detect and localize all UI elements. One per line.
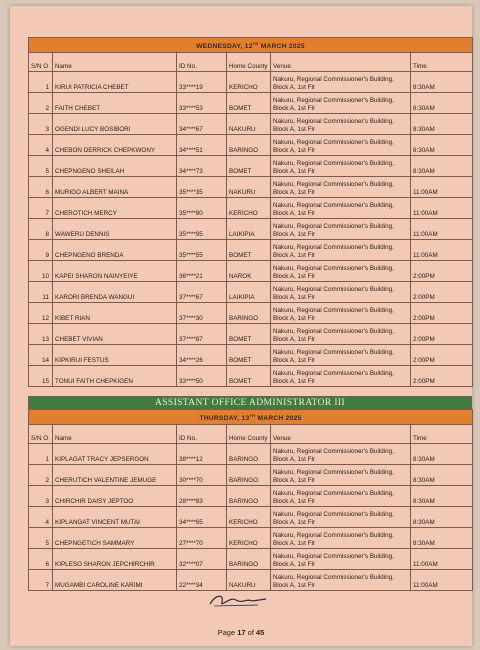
cell-id: 33****50: [177, 366, 227, 387]
cell-id: 34****26: [177, 345, 227, 366]
cell-county: NAKURU: [227, 114, 271, 135]
table-row: [29, 72, 473, 93]
schedule-table-thursday: [28, 409, 473, 591]
table-row: [29, 261, 473, 282]
col-header-id: ID No.: [177, 53, 227, 72]
table-row: [29, 303, 473, 324]
cell-venue: Nakuru, Regional Commissioner's Building, Block A, 1st Flr: [271, 303, 411, 324]
cell-county: KERICHO: [227, 198, 271, 219]
cell-sn: 13: [29, 324, 53, 345]
cell-name: KIPLAGAT TRACY JEPSERGON: [53, 444, 177, 465]
cell-time: 11:00AM: [411, 240, 473, 261]
cell-time: 2:00PM: [411, 366, 473, 387]
cell-id: 33****53: [177, 93, 227, 114]
cell-venue: Nakuru, Regional Commissioner's Building, Block A, 1st Flr: [271, 324, 411, 345]
cell-venue: Nakuru, Regional Commissioner's Building, Block A, 1st Flr: [271, 345, 411, 366]
cell-sn: 11: [29, 282, 53, 303]
cell-name: CHEBET VIVIAN: [53, 324, 177, 345]
cell-name: KIPLANGAT VINCENT MUTAI: [53, 507, 177, 528]
cell-venue: Nakuru, Regional Commissioner's Building, Block A, 1st Flr: [271, 93, 411, 114]
table-row: [29, 324, 473, 345]
cell-venue: Nakuru, Regional Commissioner's Building, Block A, 1st Flr: [271, 282, 411, 303]
cell-county: BARINGO: [227, 549, 271, 570]
table-row: [29, 282, 473, 303]
cell-venue: Nakuru, Regional Commissioner's Building, Block A, 1st Flr: [271, 465, 411, 486]
cell-venue: Nakuru, Regional Commissioner's Building, Block A, 1st Flr: [271, 528, 411, 549]
cell-name: CHEPNGETICH SAMMARY: [53, 528, 177, 549]
cell-name: KIPKIRUI FESTUS: [53, 345, 177, 366]
cell-id: 28****83: [177, 486, 227, 507]
cell-id: 36****21: [177, 261, 227, 282]
cell-venue: Nakuru, Regional Commissioner's Building, Block A, 1st Flr: [271, 135, 411, 156]
cell-time: 8:30AM: [411, 93, 473, 114]
cell-name: KIPLESO SHARON JEPCHIRCHIR: [53, 549, 177, 570]
handwritten-signature: [206, 590, 276, 610]
col-header-name: Name: [53, 53, 177, 72]
cell-time: 2:00PM: [411, 282, 473, 303]
table-header-row: [29, 425, 473, 444]
cell-sn: 1: [29, 72, 53, 93]
cell-name: TONUI FAITH CHEPKIGEN: [53, 366, 177, 387]
cell-name: KIBET RIAN: [53, 303, 177, 324]
cell-time: 11:00AM: [411, 570, 473, 591]
cell-county: KERICHO: [227, 507, 271, 528]
cell-name: OGENDI LUCY BOSIBORI: [53, 114, 177, 135]
table-row: [29, 465, 473, 486]
cell-id: 35****95: [177, 219, 227, 240]
table-row: [29, 177, 473, 198]
cell-sn: 4: [29, 135, 53, 156]
table-row: [29, 486, 473, 507]
cell-id: 34****65: [177, 507, 227, 528]
page-footer: Page 17 of 45: [217, 628, 265, 637]
cell-time: 11:00AM: [411, 549, 473, 570]
col-header-sn: S/N O: [29, 53, 53, 72]
cell-county: KERICHO: [227, 528, 271, 549]
cell-name: CHEBON DERRICK CHEPKWONY: [53, 135, 177, 156]
cell-venue: Nakuru, Regional Commissioner's Building, Block A, 1st Flr: [271, 177, 411, 198]
table-row: [29, 240, 473, 261]
cell-time: 2:00PM: [411, 303, 473, 324]
cell-sn: 12: [29, 303, 53, 324]
cell-venue: Nakuru, Regional Commissioner's Building, Block A, 1st Flr: [271, 366, 411, 387]
cell-county: BARINGO: [227, 444, 271, 465]
col-header-venue: Venue: [271, 425, 411, 444]
cell-id: 30****70: [177, 465, 227, 486]
table-row: [29, 549, 473, 570]
cell-venue: Nakuru, Regional Commissioner's Building, Block A, 1st Flr: [271, 444, 411, 465]
cell-sn: 1: [29, 444, 53, 465]
cell-county: BOMET: [227, 324, 271, 345]
cell-time: 2:00PM: [411, 345, 473, 366]
cell-time: 11:00AM: [411, 219, 473, 240]
table-header-row: [29, 53, 473, 72]
cell-county: KERICHO: [227, 72, 271, 93]
cell-sn: 8: [29, 219, 53, 240]
table-row: [29, 198, 473, 219]
cell-time: 8:30AM: [411, 486, 473, 507]
cell-id: 34****51: [177, 135, 227, 156]
cell-id: 37****30: [177, 303, 227, 324]
cell-id: 33****19: [177, 72, 227, 93]
cell-venue: Nakuru, Regional Commissioner's Building, Block A, 1st Flr: [271, 219, 411, 240]
table-row: [29, 366, 473, 387]
cell-county: BARINGO: [227, 465, 271, 486]
cell-sn: 5: [29, 528, 53, 549]
cell-id: 34****67: [177, 114, 227, 135]
cell-venue: Nakuru, Regional Commissioner's Building, Block A, 1st Flr: [271, 198, 411, 219]
cell-name: FAITH CHEBET: [53, 93, 177, 114]
cell-time: 2:00PM: [411, 324, 473, 345]
cell-id: 32****07: [177, 549, 227, 570]
section-title-table: [28, 396, 472, 410]
cell-time: 8:30AM: [411, 528, 473, 549]
col-header-time: Time: [411, 425, 473, 444]
cell-sn: 7: [29, 198, 53, 219]
cell-time: 2:00PM: [411, 261, 473, 282]
cell-time: 8:30AM: [411, 156, 473, 177]
cell-sn: 5: [29, 156, 53, 177]
cell-county: NAKURU: [227, 177, 271, 198]
cell-sn: 3: [29, 114, 53, 135]
cell-venue: Nakuru, Regional Commissioner's Building, Block A, 1st Flr: [271, 261, 411, 282]
cell-county: LAIKIPIA: [227, 282, 271, 303]
cell-sn: 14: [29, 345, 53, 366]
cell-name: KIRUI PATRICIA CHEBET: [53, 72, 177, 93]
cell-id: 38****12: [177, 444, 227, 465]
cell-sn: 3: [29, 486, 53, 507]
cell-venue: Nakuru, Regional Commissioner's Building, Block A, 1st Flr: [271, 507, 411, 528]
page-number: 17: [237, 628, 246, 637]
col-header-venue: Venue: [271, 53, 411, 72]
col-header-sn: S/N O: [29, 425, 53, 444]
cell-name: KAPEI SHARON NAINYEIYE: [53, 261, 177, 282]
cell-time: 11:00AM: [411, 198, 473, 219]
col-header-id: ID No.: [177, 425, 227, 444]
cell-venue: Nakuru, Regional Commissioner's Building, Block A, 1st Flr: [271, 114, 411, 135]
table-row: [29, 114, 473, 135]
cell-name: KARORI BRENDA WANGUI: [53, 282, 177, 303]
cell-name: WAWERU DENNIS: [53, 219, 177, 240]
cell-sn: 7: [29, 570, 53, 591]
table-row: [29, 345, 473, 366]
table-row: [29, 507, 473, 528]
cell-county: BARINGO: [227, 135, 271, 156]
cell-time: 11:00AM: [411, 177, 473, 198]
cell-county: BARINGO: [227, 486, 271, 507]
cell-time: 8:30AM: [411, 444, 473, 465]
cell-name: MUGAMBI CAROLINE KARIMI: [53, 570, 177, 591]
schedule-table-wednesday: [28, 37, 473, 387]
cell-sn: 2: [29, 465, 53, 486]
cell-sn: 9: [29, 240, 53, 261]
cell-venue: Nakuru, Regional Commissioner's Building, Block A, 1st Flr: [271, 549, 411, 570]
cell-time: 8:30AM: [411, 114, 473, 135]
cell-venue: Nakuru, Regional Commissioner's Building, Block A, 1st Flr: [271, 570, 411, 591]
col-header-time: Time: [411, 53, 473, 72]
cell-name: CHEROTICH MERCY: [53, 198, 177, 219]
cell-sn: 10: [29, 261, 53, 282]
table-row: [29, 528, 473, 549]
cell-county: NAROK: [227, 261, 271, 282]
cell-venue: Nakuru, Regional Commissioner's Building, Block A, 1st Flr: [271, 72, 411, 93]
document-page: [10, 6, 472, 646]
cell-name: CHERUTICH VALENTINE JEMUGE: [53, 465, 177, 486]
table-row: [29, 135, 473, 156]
cell-county: LAIKIPIA: [227, 219, 271, 240]
cell-county: BOMET: [227, 156, 271, 177]
page-total: 45: [256, 628, 265, 637]
cell-time: 8:30AM: [411, 507, 473, 528]
cell-sn: 15: [29, 366, 53, 387]
cell-id: 35****55: [177, 240, 227, 261]
cell-sn: 6: [29, 549, 53, 570]
cell-county: NAKURU: [227, 570, 271, 591]
col-header-county: Home County: [227, 53, 271, 72]
cell-name: CHIRCHIR DAISY JEPTOO: [53, 486, 177, 507]
cell-county: BARINGO: [227, 303, 271, 324]
table-row: [29, 444, 473, 465]
cell-time: 8:30AM: [411, 72, 473, 93]
table-row: [29, 156, 473, 177]
cell-id: 22****34: [177, 570, 227, 591]
cell-venue: Nakuru, Regional Commissioner's Building, Block A, 1st Flr: [271, 156, 411, 177]
cell-id: 35****35: [177, 177, 227, 198]
cell-county: BOMET: [227, 366, 271, 387]
cell-sn: 4: [29, 507, 53, 528]
table-row: [29, 93, 473, 114]
date-banner-thursday: THURSDAY, 13TH MARCH 2025: [29, 410, 473, 425]
section-title: ASSISTANT OFFICE ADMINISTRATOR III: [29, 397, 472, 410]
cell-county: BOMET: [227, 93, 271, 114]
cell-county: BOMET: [227, 240, 271, 261]
cell-venue: Nakuru, Regional Commissioner's Building, Block A, 1st Flr: [271, 486, 411, 507]
cell-sn: 2: [29, 93, 53, 114]
cell-id: 27****70: [177, 528, 227, 549]
table-row: [29, 570, 473, 591]
cell-id: 37****87: [177, 324, 227, 345]
col-header-name: Name: [53, 425, 177, 444]
table-row: [29, 219, 473, 240]
cell-venue: Nakuru, Regional Commissioner's Building, Block A, 1st Flr: [271, 240, 411, 261]
col-header-county: Home County: [227, 425, 271, 444]
cell-id: 37****67: [177, 282, 227, 303]
cell-id: 35****80: [177, 198, 227, 219]
cell-name: CHEPNGENO SHEILAH: [53, 156, 177, 177]
date-banner-wednesday: WEDNESDAY, 12TH MARCH 2025: [29, 38, 473, 53]
cell-id: 34****73: [177, 156, 227, 177]
cell-time: 8:30AM: [411, 135, 473, 156]
cell-time: 8:30AM: [411, 465, 473, 486]
cell-name: CHEPNGENO BRENDA: [53, 240, 177, 261]
cell-name: MURIGO ALBERT MAINA: [53, 177, 177, 198]
cell-sn: 6: [29, 177, 53, 198]
cell-county: BOMET: [227, 345, 271, 366]
